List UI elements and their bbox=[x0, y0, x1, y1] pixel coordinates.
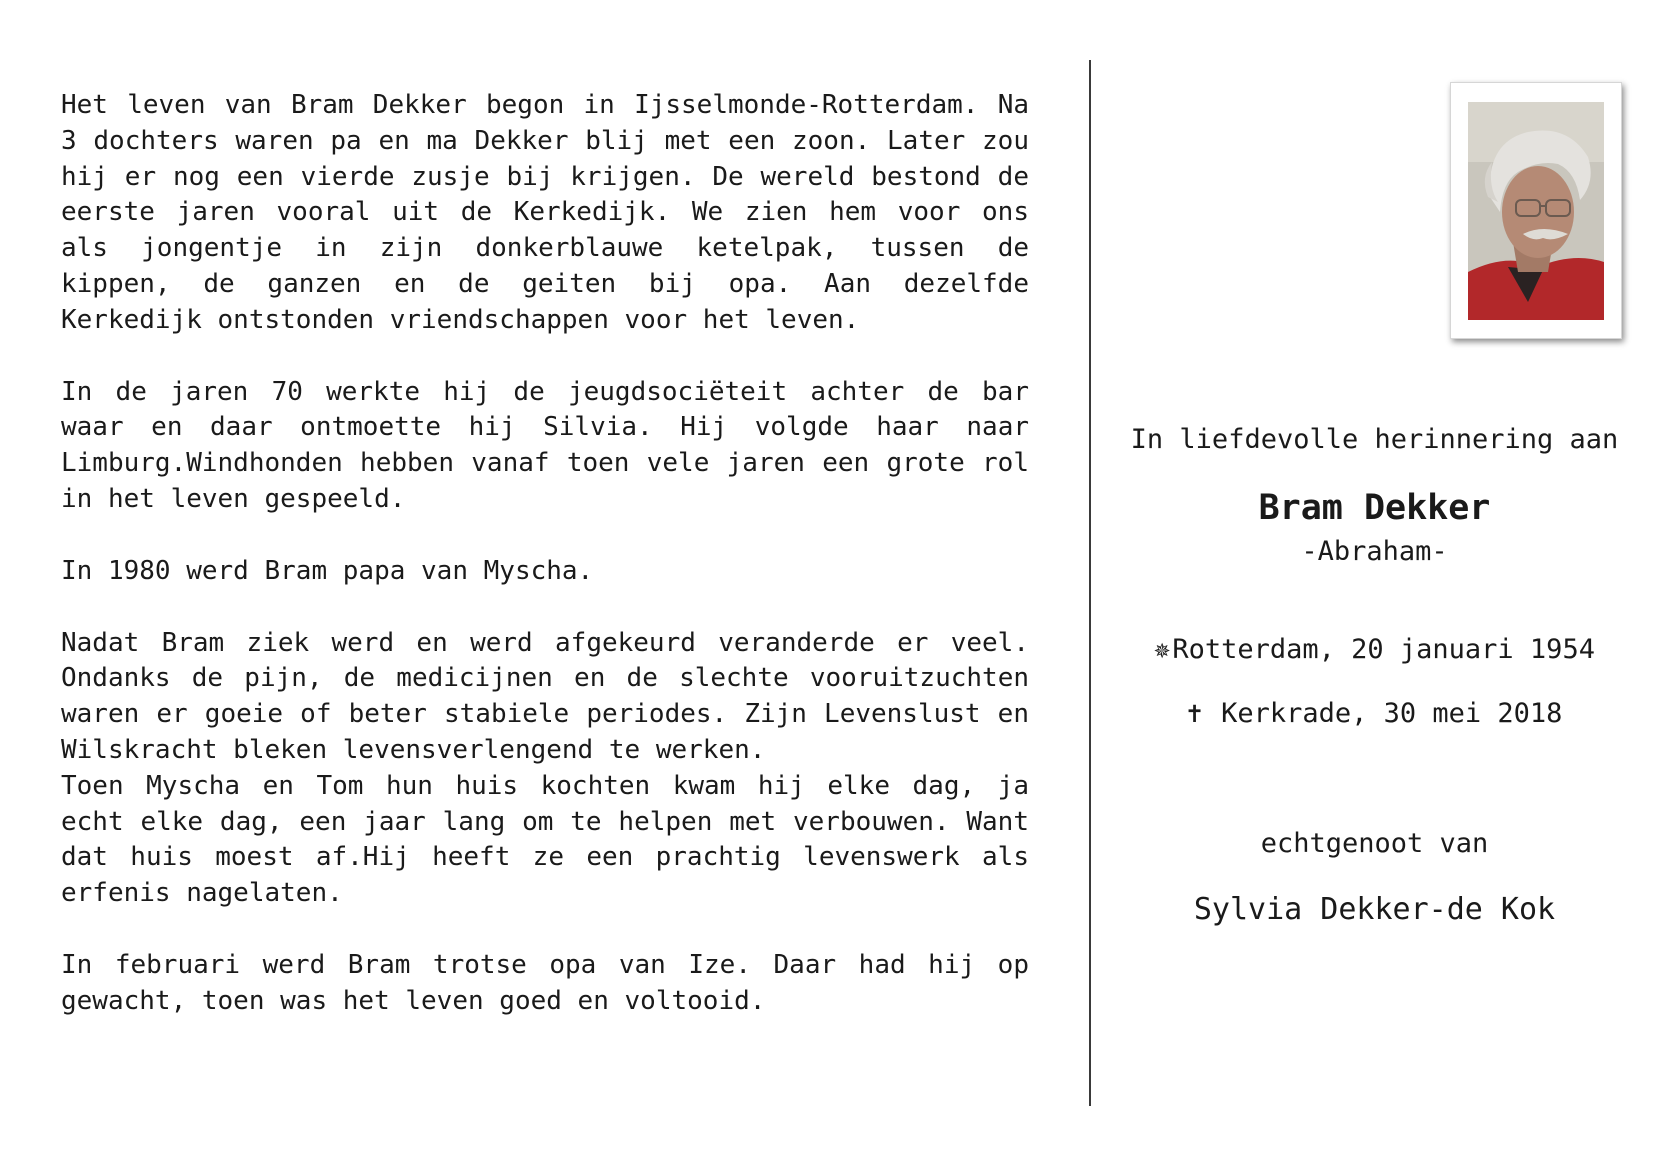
photo-frame bbox=[1450, 82, 1622, 339]
biography-paragraph: In de jaren 70 werkte hij de jeugdsociëteit achter de bar waar en daar ontmoette hij Silvia. Hij volgde haar naar Limburg.Windhonden hebben vanaf toen vele jaren een grote rol in het leven gespeeld. bbox=[61, 376, 1029, 514]
vertical-divider bbox=[1089, 60, 1091, 1106]
death-date: Kerkrade, 30 mei 2018 bbox=[1221, 698, 1563, 729]
biography-paragraph: In februari werd Bram trotse opa van Ize. Daar had hij op gewacht, toen was het leven goed en voltooid. bbox=[61, 949, 1029, 1016]
deceased-alias: -Abraham- bbox=[1301, 536, 1448, 567]
deceased-name: Bram Dekker bbox=[1258, 488, 1491, 528]
portrait-photo bbox=[1468, 102, 1604, 320]
death-line bbox=[1095, 698, 1654, 729]
biography-paragraph: Het leven van Bram Dekker begon in Ijsselmonde-Rotterdam. Na 3 dochters waren pa en ma Dekker blij met een zoon. Later zou hij er nog een vierde zusje bij krijgen. De wereld bestond de eerste jaren vooral uit de Kerkedijk. We zien hem voor ons als jongentje in zijn donkerblauwe ketelpak, tussen de kippen, de ganzen en de geiten bij opa. Aan dezelfde Kerkedijk ontstonden vriendschappen voor het leven. bbox=[61, 90, 1029, 335]
biography-text bbox=[61, 88, 1029, 1056]
biography-paragraph: In 1980 werd Bram papa van Myscha. bbox=[61, 555, 594, 586]
star-icon: ✵ bbox=[1154, 634, 1171, 665]
cross-icon: ✝ bbox=[1186, 698, 1203, 729]
spouse-name: Sylvia Dekker-de Kok bbox=[1193, 892, 1556, 927]
spouse-intro: echtgenoot van bbox=[1260, 828, 1489, 859]
memorial-intro: In liefdevolle herinnering aan bbox=[1130, 424, 1619, 455]
biography-paragraph: Nadat Bram ziek werd en werd afgekeurd veranderde er veel. Ondanks de pijn, de medicijnen en de slechte vooruitzuchten waren er goeie of beter stabiele periodes. Zijn Levenslust en Wilskracht bleken levensverlengend te werken. bbox=[61, 627, 1029, 765]
biography-paragraph: Toen Myscha en Tom hun huis kochten kwam hij elke dag, ja echt elke dag, een jaar lang om te helpen met verbouwen. Want dat huis moest af.Hij heeft ze een prachtig levenswerk als erfenis nagelaten. bbox=[61, 770, 1029, 909]
birth-line bbox=[1095, 634, 1654, 665]
birth-date: Rotterdam, 20 januari 1954 bbox=[1172, 634, 1595, 665]
